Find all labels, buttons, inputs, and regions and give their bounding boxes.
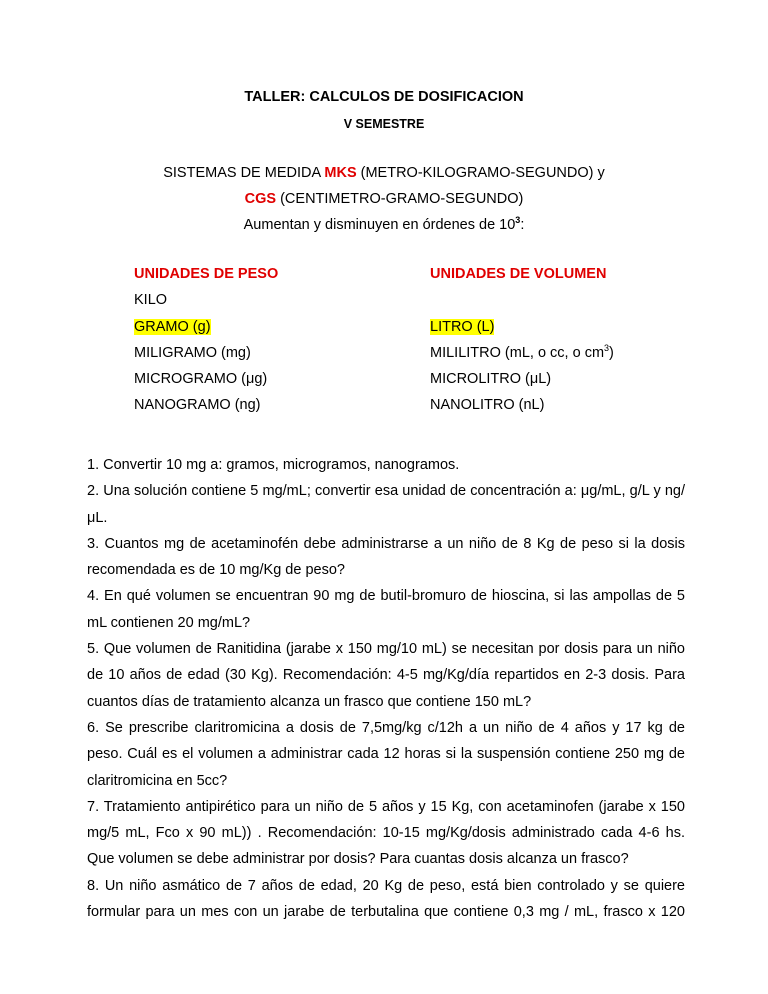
weight-unit: MICROGRAMO (μg)	[134, 371, 268, 388]
intro-line-cgs	[0, 191, 768, 207]
exercise-item: 3. Cuantos mg de acetaminofén debe administrarse a un niño de 8 Kg de peso si la dosis recomendada es de 10 mg/Kg de peso?	[87, 535, 685, 579]
intro-text: (METRO-KILOGRAMO-SEGUNDO) y	[356, 165, 605, 181]
document-subtitle: V SEMESTRE	[343, 117, 425, 131]
exercise-item: 2. Una solución contiene 5 mg/mL; convertir esa unidad de concentración a: μg/mL, g/L y ng/μL.	[87, 483, 685, 526]
exponent: 3	[515, 215, 521, 226]
weight-unit: NANOGRAMO (ng)	[134, 397, 261, 414]
mks-label: MKS	[324, 165, 357, 181]
exercise-list	[87, 452, 685, 925]
units-row	[134, 292, 694, 318]
weight-units-header: UNIDADES DE PESO	[134, 266, 279, 282]
intro-line-mks	[0, 165, 768, 181]
weight-unit: KILO	[134, 292, 168, 309]
units-row	[134, 319, 694, 345]
weight-unit-highlighted: GRAMO (g)	[134, 318, 211, 335]
exercise-item: 8. Un niño asmático de 7 años de edad, 20 Kg de peso, está bien controlado y se quiere formular para un mes con un jarabe de terbutalina que contiene 0,3 mg / mL, frasco x 120	[87, 877, 685, 921]
volume-unit: MICROLITRO (μL)	[430, 371, 552, 388]
intro-text: SISTEMAS DE MEDIDA	[163, 165, 325, 181]
intro-line-orders	[0, 217, 768, 233]
units-header-row	[134, 266, 694, 292]
document-title: TALLER: CALCULOS DE DOSIFICACION	[244, 89, 524, 105]
exercise-item: 4. En qué volumen se encuentran 90 mg de butil-bromuro de hioscina, si las ampollas de 5 mL contienen 20 mg/mL?	[87, 588, 685, 631]
volume-unit-highlighted: LITRO (L)	[430, 318, 495, 335]
volume-unit-close: )	[609, 344, 614, 361]
volume-unit-text: MILILITRO (mL, o cc, o cm	[430, 344, 605, 361]
cgs-label: CGS	[244, 191, 277, 207]
intro-text: Aumentan y disminuyen en órdenes de 10	[243, 217, 516, 233]
intro-text: :	[520, 217, 525, 233]
volume-unit: NANOLITRO (nL)	[430, 397, 545, 414]
units-row	[134, 397, 694, 423]
exercise-item: 5. Que volumen de Ranitidina (jarabe x 150 mg/10 mL) se necesitan por dosis para un niño de 10 años de edad (30 Kg). Recomendación: 4-5 mg/Kg/día repartidos en 2-3 dosis. Para cuantos días de tratamiento alcanza un frasco que contiene 150 mL?	[87, 641, 685, 710]
units-row	[134, 345, 694, 371]
volume-units-header: UNIDADES DE VOLUMEN	[430, 266, 607, 282]
weight-unit: MILIGRAMO (mg)	[134, 344, 251, 361]
exponent: 3	[604, 343, 610, 354]
exercise-item: 7. Tratamiento antipirético para un niño de 5 años y 15 Kg, con acetaminofen (jarabe x 150 mg/5 mL, Fco x 90 mL)) . Recomendación: 10-15 mg/Kg/dosis administrado cada 4-6 hs. Que volumen se debe administrar por dosis? Para cuantas dosis alcanza un frasco?	[87, 798, 685, 868]
volume-unit	[430, 345, 614, 361]
units-table	[134, 266, 694, 424]
units-row	[134, 371, 694, 397]
exercise-item: 1. Convertir 10 mg a: gramos, microgramos, nanogramos.	[87, 457, 460, 473]
intro-text: (CENTIMETRO-GRAMO-SEGUNDO)	[276, 191, 524, 207]
exercise-item: 6. Se prescribe claritromicina a dosis de 7,5mg/kg c/12h a un niño de 4 años y 17 kg de peso. Cuál es el volumen a administrar cada 12 horas si la suspensión contiene 250 mg de claritromicina en 5cc?	[87, 719, 685, 789]
